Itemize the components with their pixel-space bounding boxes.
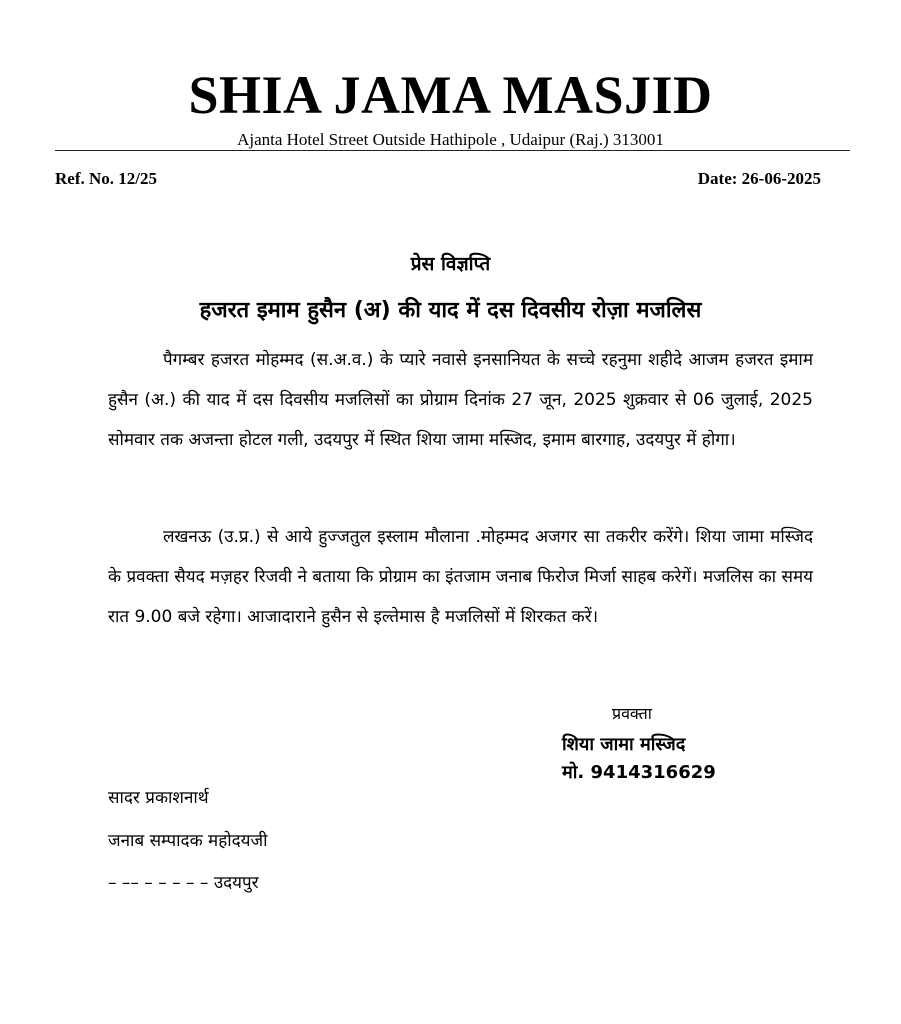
signatory-phone: मो. 9414316629 [562,762,716,783]
footer-addressee: जनाब सम्पादक महोदयजी [108,831,268,851]
letterhead-divider [55,150,850,151]
footer-publish-request: सादर प्रकाशनार्थ [108,788,209,808]
notice-headline: हजरत इमाम हुसैन (अ) की याद में दस दिवसीय रोज़ा मजलिस [199,298,702,323]
body-paragraph-2: लखनऊ (उ.प्र.) से आये हुज्जतुल इस्लाम मौलाना .मोहम्मद अजगर सा तकरीर करेंगे। शिया जामा मस्जिद के प्रवक्ता सैयद मज़हर रिजवी ने बताया कि प्रोग्राम का इंतजाम जनाब फिरोज मिर्जा साहब करेगें। मजलिस का समय रात 9.00 बजे रहेगा। आजादाराने हुसैन से इल्तेमास है मजलिसों में शिरकत करें। [108,527,813,627]
footer-place: – –– – – – – – उदयपुर [108,873,259,893]
body-paragraph-1: पैगम्बर हजरत मोहम्मद (स.अ.व.) के प्यारे नवासे इनसानियत के सच्चे रहनुमा शहीदे आजम हजरत इमाम हुसैन (अ.) की याद में दस दिवसीय मजलिसों का प्रोग्राम दिनांक 27 जून, 2025 शुक्रवार से 06 जुलाई, 2025 सोमवार तक अजन्ता होटल गली, उदयपुर में स्थित शिया जामा मस्जिद, इमाम बारगाह, उदयपुर में होगा। [108,350,813,450]
organization-address: Ajanta Hotel Street Outside Hathipole , Udaipur (Raj.) 313001 [237,130,664,149]
notice-title: प्रेस विज्ञप्ति [410,253,491,275]
signatory-role: प्रवक्ता [612,704,652,723]
reference-number: Ref. No. 12/25 [55,169,157,188]
signatory-organization: शिया जामा मस्जिद [562,734,686,755]
organization-name: SHIA JAMA MASJID [188,65,713,125]
document-date: Date: 26-06-2025 [697,169,821,188]
